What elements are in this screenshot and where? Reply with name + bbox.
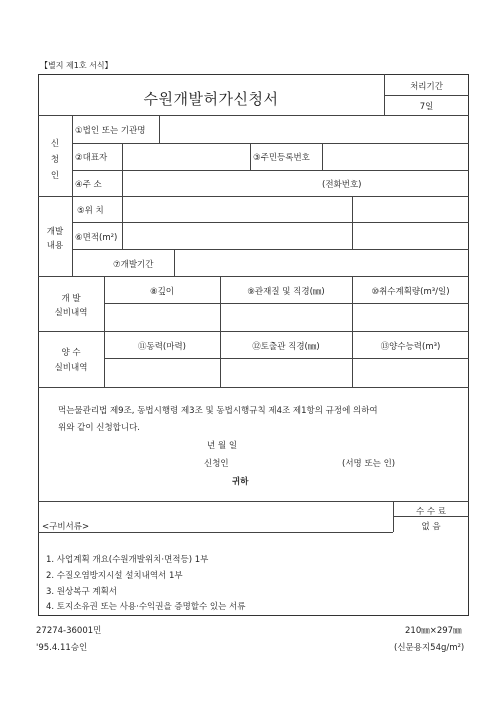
pump-facility-side-2: 실비내역 <box>54 363 88 373</box>
divider <box>38 532 393 533</box>
dev-content-side-1: 개발 <box>46 227 64 237</box>
divider <box>72 249 469 250</box>
divider <box>250 143 251 170</box>
list-item: 2. 수질오염방지시설 설치내역서 1부 <box>46 571 183 581</box>
area-label: ⑥면적(m²) <box>75 233 118 243</box>
divider <box>38 387 469 388</box>
divider <box>72 115 73 276</box>
form-reference: 【별지 제1호 서식】 <box>40 61 113 70</box>
phone-label: (전화번호) <box>322 180 362 190</box>
divider <box>38 276 469 277</box>
pump-facility-side-1: 양 수 <box>61 348 81 358</box>
form-number: 27274-36001민 <box>36 626 102 636</box>
paper-size: 210㎜×297㎜ <box>405 626 462 636</box>
divider <box>38 331 469 332</box>
declaration-text-2: 위와 같이 신청합니다. <box>58 423 141 433</box>
paper-type: (신문용지54g/m²) <box>394 643 465 653</box>
divider <box>174 249 175 276</box>
fee-label: 수 수 료 <box>415 507 447 517</box>
list-item: 3. 원상복구 계획서 <box>46 587 117 597</box>
divider <box>104 358 469 359</box>
outlet-label: ⑫토출관 직경(㎜) <box>252 342 320 352</box>
divider <box>104 303 469 304</box>
divider <box>159 115 160 143</box>
fee-value: 없 음 <box>421 522 441 532</box>
divider <box>72 143 469 144</box>
address-label: ④주 소 <box>75 180 102 190</box>
intake-plan-label: ⑩취수계획량(m³/일) <box>371 287 450 297</box>
declaration-text-1: 먹는물관리법 제9조, 동법시행령 제3조 및 동법시행규칙 제4조 제1항의 규정에 의하여 <box>58 406 378 416</box>
pipe-label: ⑨관재질 및 직경(㎜) <box>247 287 325 297</box>
period-label: ⑦개발기간 <box>113 260 154 270</box>
divider <box>352 196 353 249</box>
divider <box>122 143 123 170</box>
divider <box>38 501 469 502</box>
company-label: ①법인 또는 기관명 <box>75 126 146 136</box>
resident-number-label: ③주민등록번호 <box>253 153 310 163</box>
divider <box>38 196 469 197</box>
divider <box>38 115 469 116</box>
applicant-side-1: 신 <box>50 139 60 149</box>
capacity-label: ⑬양수능력(m³) <box>380 342 441 352</box>
list-item: 1. 사업계획 개요(수원개발위치·면적등) 1부 <box>46 555 209 565</box>
signature-note: (서명 또는 인) <box>342 459 396 469</box>
divider <box>122 170 123 196</box>
page-title: 수원개발허가신청서 <box>143 90 279 108</box>
dev-content-side-2: 내용 <box>46 241 64 251</box>
location-label: ⑤위 치 <box>77 206 104 216</box>
dev-facility-side-1: 개 발 <box>61 294 81 304</box>
representative-label: ②대표자 <box>75 153 108 163</box>
required-docs-heading: <구비서류> <box>42 522 90 532</box>
divider <box>384 95 469 96</box>
divider <box>122 196 123 249</box>
power-label: ⑪동력(마력) <box>138 342 186 352</box>
dev-facility-side-2: 실비내역 <box>54 308 88 318</box>
list-item: 4. 토지소유권 또는 사용·수익권을 증명할수 있는 서류 <box>46 602 246 612</box>
processing-value: 7일 <box>419 102 434 112</box>
applicant-side-2: 청 <box>50 155 60 165</box>
divider <box>72 170 469 171</box>
date-line: 년 월 일 <box>207 441 238 451</box>
applicant-sign-label: 신청인 <box>204 459 229 469</box>
addressee: 귀하 <box>232 477 249 487</box>
divider <box>322 143 323 170</box>
depth-label: ⑧깊이 <box>149 287 175 297</box>
approval-date: '95.4.11승인 <box>36 643 88 653</box>
divider <box>72 222 469 223</box>
applicant-side-3: 인 <box>50 171 60 181</box>
processing-label: 처리기간 <box>410 82 443 92</box>
